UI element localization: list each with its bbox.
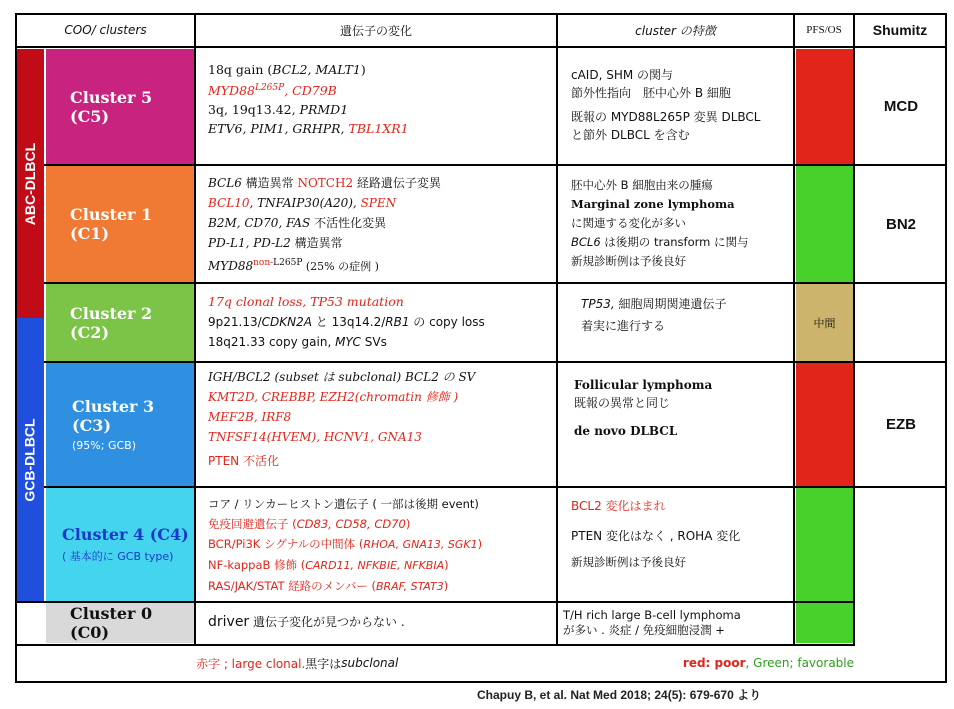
pfs-c5-poor bbox=[796, 49, 853, 164]
pfs-c2-label: 中間 bbox=[813, 316, 836, 330]
features-c4: BCL2 変化はまれ PTEN 変化はなく , ROHA 変化 新規診断例は予後良好 bbox=[571, 499, 741, 569]
row-line-1 bbox=[44, 164, 855, 166]
header-coo: COO/ clusters bbox=[64, 23, 147, 37]
cluster-3-cell: Cluster 3 (C3) (95%; GCB) bbox=[46, 363, 194, 486]
abc-dlbcl-bar: ABC-DLBCL bbox=[16, 49, 44, 318]
shumitz-mcd: MCD bbox=[883, 97, 919, 115]
cluster-0-cell: Cluster 0 (C0) bbox=[46, 603, 194, 643]
cluster-1-cell: Cluster 1 (C1) bbox=[46, 166, 194, 282]
shumitz-line-2 bbox=[855, 282, 947, 284]
row-line-4 bbox=[44, 486, 855, 488]
genes-c4: コア / リンカーヒストン遺伝子 ( 一部は後期 event) 免疫回避遺伝子 (CD83, CD58, CD70) BCR/Pi3K シグナルの中間体 (RHOA, GNA13, SGK1) NF-kappaB 修飾 (CARD11, NFKBIE, NFKBIA) RAS/JAK/STAT 経路のメンバー (BRAF, STAT3) bbox=[208, 497, 483, 593]
features-c5: cAID, SHM の関与 節外性指向 胚中心外 B 細胞 既報の MYD88L265P 変異 DLBCL と節外 DLBCL を含む bbox=[571, 68, 761, 142]
shumitz-line-1 bbox=[855, 164, 947, 166]
row-line-3 bbox=[44, 361, 855, 363]
cluster-4-sub: ( 基本的に GCB type) bbox=[62, 550, 174, 563]
shumitz-line-3 bbox=[855, 361, 947, 363]
pfs-c4-favorable bbox=[796, 488, 853, 601]
header-pfs: PFS/OS bbox=[806, 24, 842, 36]
header-genes: 遺伝子の変化 bbox=[339, 23, 412, 38]
border-top bbox=[15, 13, 947, 15]
cluster-4-cell: Cluster 4 (C4) ( 基本的に GCB type) bbox=[46, 488, 194, 601]
shumitz-bn2: BN2 bbox=[885, 215, 916, 233]
genes-c5: 18q gain (BCL2, MALT1) $MYD88^{L265P}$, CD79B 3q, 19q13.42, PRMD1 ETV6, PIM1, GRHPR, TBL1XR1 bbox=[208, 62, 409, 137]
footer-legend-left: 赤字 ; large clonal. 黒字は subclonal bbox=[196, 656, 399, 671]
header-shumitz: Shumitz bbox=[872, 22, 928, 38]
border-right bbox=[945, 13, 947, 683]
footer-legend-right: red: poor , Green; favorable bbox=[682, 656, 854, 670]
features-c0: T/H rich large B-cell lymphoma が多い . 炎症 / 免疫細胞浸潤 + bbox=[563, 608, 741, 637]
border-header-bottom bbox=[15, 46, 947, 48]
genes-c0: driver 遺伝子変化が見つからない . bbox=[208, 614, 405, 630]
header-features: cluster の特徴 bbox=[635, 23, 716, 38]
col-line-3 bbox=[793, 13, 795, 645]
col-line-4 bbox=[853, 13, 855, 645]
gcb-dlbcl-bar: GCB-DLBCL bbox=[16, 318, 44, 602]
border-left bbox=[15, 13, 17, 683]
genes-c3: IGH/BCL2 (subset は subclonal) BCL2 の SV KMT2D, CREBBP, EZH2(chromatin 修飾 ) MEF2B, IRF8 TNFSF14(HVEM), HCNV1, GNA13 PTEN 不活化 bbox=[208, 370, 476, 468]
col-line-1 bbox=[194, 13, 196, 645]
cluster-3-sub: (95%; GCB) bbox=[72, 439, 136, 452]
pfs-c3-poor bbox=[796, 363, 853, 486]
border-bottom bbox=[15, 681, 947, 683]
pfs-c2-intermediate bbox=[796, 284, 853, 361]
cluster-5-cell: Cluster 5 (C5) bbox=[46, 49, 194, 164]
row-line-2 bbox=[44, 282, 855, 284]
cluster-2-cell: Cluster 2 (C2) bbox=[46, 284, 194, 361]
col-line-2 bbox=[556, 13, 558, 645]
row-line-5 bbox=[15, 601, 855, 603]
footer-top-line bbox=[15, 644, 855, 646]
features-c1: 胚中心外 B 細胞由来の腫瘍 Marginal zone lymphoma に関連する変化が多い BCL6 は後期の transform に関与 新規診断例は予後良好 bbox=[571, 178, 749, 268]
genes-c1: BCL6 構造異常 NOTCH2 経路遺伝子変異 BCL10, TNFAIP30(A20), SPEN B2M, CD70, FAS 不活性化変異 PD-L1, PD-L2 構造異常 $MYD88^{non-L265P}$ (25% の症例 ) bbox=[208, 176, 441, 273]
pfs-c0-favorable bbox=[796, 603, 853, 643]
citation: Chapuy B, et al. Nat Med 2018; 24(5): 679-670 より bbox=[477, 688, 762, 702]
genes-c2: 17q clonal loss, TP53 mutation 9p21.13/CDKN2A と 13q14.2/RB1 の copy loss 18q21.33 copy gain, MYC SVs bbox=[208, 294, 485, 349]
shumitz-line-4 bbox=[855, 486, 947, 488]
pfs-c1-favorable bbox=[796, 166, 853, 282]
shumitz-ezb: EZB bbox=[886, 416, 916, 433]
features-c3: Follicular lymphoma 既報の異常と同じ de novo DLBCL bbox=[574, 378, 713, 438]
features-c2: TP53, 細胞周期関連遺伝子 着実に進行する bbox=[581, 297, 727, 333]
